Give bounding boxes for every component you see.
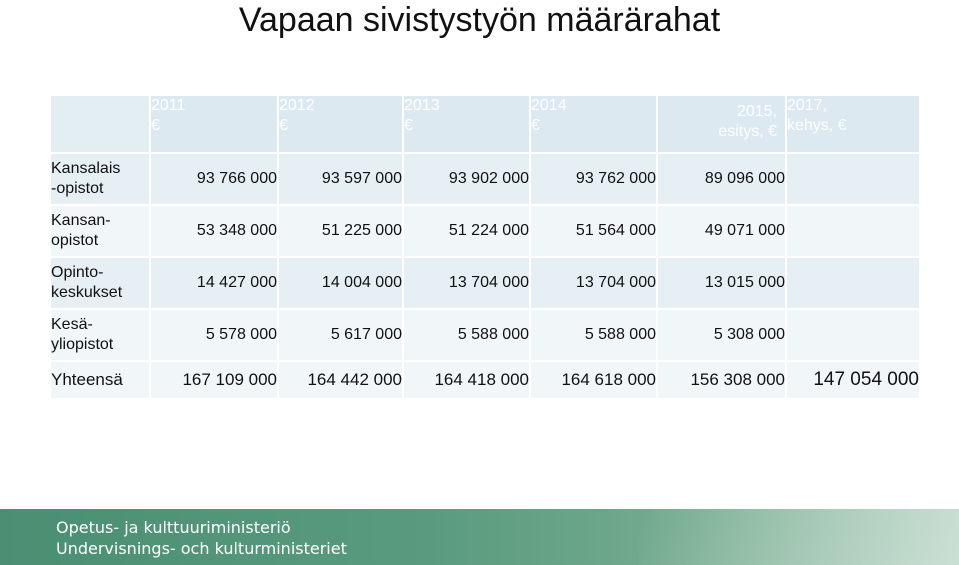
table-cell: 156 308 000 — [657, 361, 786, 399]
ministry-name-swedish: Undervisnings- och kulturministeriet — [56, 539, 347, 558]
table-cell: 53 348 000 — [150, 205, 278, 257]
table-cell: 13 015 000 — [657, 257, 786, 309]
table-cell: 5 617 000 — [278, 309, 403, 361]
row-label: Kansan- opistot — [50, 205, 150, 257]
table-cell: 51 564 000 — [530, 205, 657, 257]
table-cell: 5 588 000 — [403, 309, 530, 361]
header-corner-cell — [50, 95, 150, 153]
ministry-name-finnish: Opetus- ja kulttuuriministeriö — [56, 518, 291, 537]
table-cell: 164 418 000 — [403, 361, 530, 399]
table-row — [50, 257, 920, 309]
table-cell: 49 071 000 — [657, 205, 786, 257]
table-cell: 89 096 000 — [657, 153, 786, 205]
table-cell: 51 224 000 — [403, 205, 530, 257]
column-header-2015: 2015, esitys, € — [657, 95, 786, 153]
table-cell: 164 618 000 — [530, 361, 657, 399]
table-cell: 164 442 000 — [278, 361, 403, 399]
footer-fade — [639, 509, 959, 565]
table-cell: 14 004 000 — [278, 257, 403, 309]
column-header-2014: 2014 € — [530, 95, 657, 153]
row-label: Yhteensä — [50, 361, 150, 399]
row-label: Kansalais -opistot — [50, 153, 150, 205]
table-cell — [786, 257, 920, 309]
row-label: Kesä- yliopistot — [50, 309, 150, 361]
table-cell: 13 704 000 — [530, 257, 657, 309]
table-cell: 147 054 000 — [786, 361, 920, 399]
table-row — [50, 309, 920, 361]
table-cell: 5 588 000 — [530, 309, 657, 361]
table-cell: 93 902 000 — [403, 153, 530, 205]
table-cell: 93 766 000 — [150, 153, 278, 205]
table-cell: 93 762 000 — [530, 153, 657, 205]
table-cell: 51 225 000 — [278, 205, 403, 257]
header-row — [50, 95, 920, 153]
table-cell: 5 308 000 — [657, 309, 786, 361]
table-row — [50, 205, 920, 257]
column-header-2011: 2011 € — [150, 95, 278, 153]
budget-table — [49, 94, 921, 400]
table-cell — [786, 153, 920, 205]
table-cell: 14 427 000 — [150, 257, 278, 309]
page-title: Vapaan sivistystyön määrärahat — [238, 1, 721, 39]
table-row — [50, 153, 920, 205]
total-row — [50, 361, 920, 399]
table-cell: 167 109 000 — [150, 361, 278, 399]
table-cell: 93 597 000 — [278, 153, 403, 205]
column-header-2017: 2017, kehys, € — [786, 95, 920, 153]
column-header-2013: 2013 € — [403, 95, 530, 153]
table-cell — [786, 205, 920, 257]
row-label: Opinto- keskukset — [50, 257, 150, 309]
column-header-2012: 2012 € — [278, 95, 403, 153]
table-cell: 13 704 000 — [403, 257, 530, 309]
table-cell — [786, 309, 920, 361]
table-cell: 5 578 000 — [150, 309, 278, 361]
